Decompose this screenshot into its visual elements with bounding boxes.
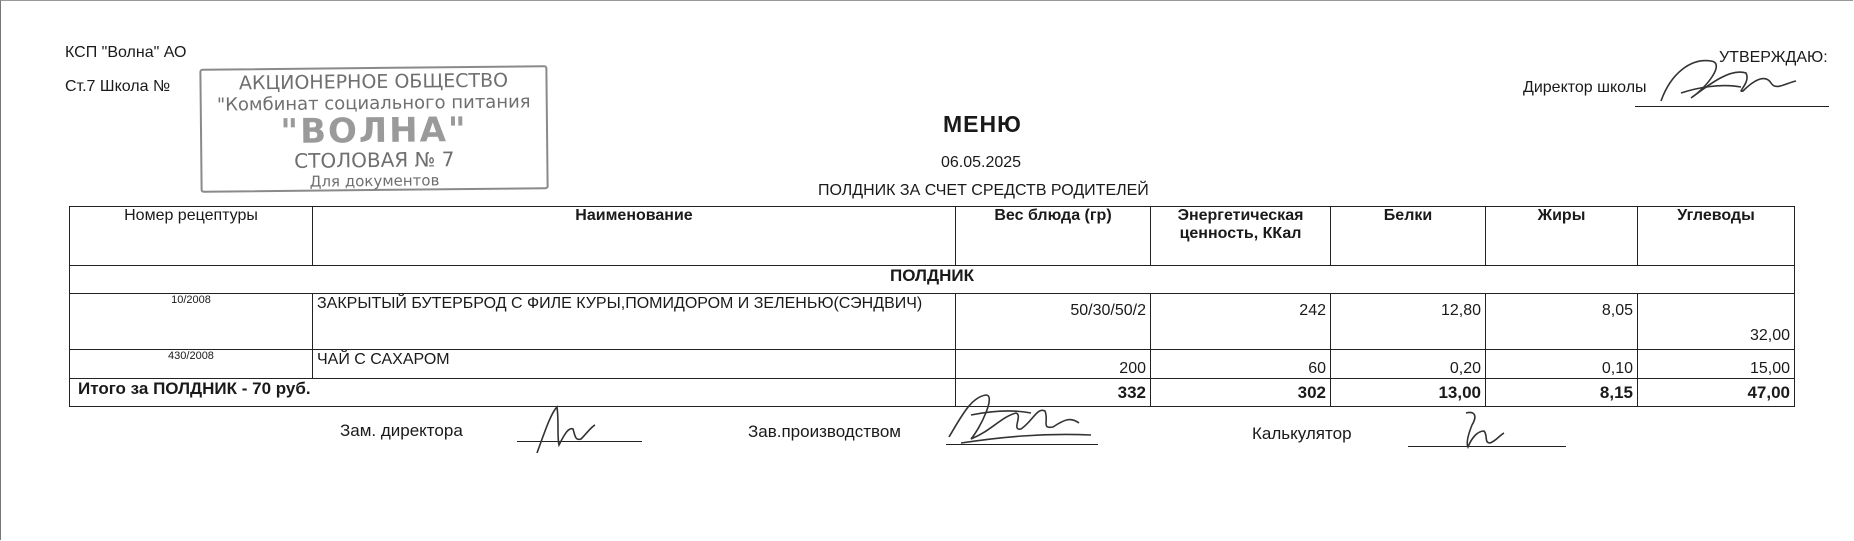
header-weight: Вес блюда (гр) <box>956 207 1151 266</box>
page-title: МЕНЮ <box>943 111 1022 137</box>
deputy-signature <box>531 401 601 455</box>
table-header-row <box>70 207 1795 266</box>
dish-name: ЗАКРЫТЫЙ БУТЕРБРОД С ФИЛЕ КУРЫ,ПОМИДОРОМ И ЗЕЛЕНЬЮ(СЭНДВИЧ) <box>313 294 956 350</box>
organization-stamp <box>199 65 548 193</box>
school-line: Ст.7 Школа № <box>65 78 171 95</box>
deputy-label: Зам. директора <box>340 421 463 440</box>
dish-energy: 242 <box>1151 294 1331 350</box>
total-energy: 302 <box>1151 379 1331 407</box>
calculator-signature <box>1456 405 1516 451</box>
dish-weight: 50/30/50/2 <box>956 294 1151 350</box>
total-label: Итого за ПОЛДНИК - 70 руб. <box>70 379 956 407</box>
dish-fat: 8,05 <box>1486 294 1638 350</box>
total-protein: 13,00 <box>1331 379 1486 407</box>
recipe-number: 10/2008 <box>70 294 313 350</box>
stamp-line-3: "ВОЛНА" <box>280 110 468 152</box>
section-title: ПОЛДНИК <box>70 266 1795 294</box>
director-label: Директор школы <box>1523 79 1647 96</box>
header-carbs: Углеводы <box>1638 207 1795 266</box>
total-carbs: 47,00 <box>1638 379 1795 407</box>
production-label: Зав.производством <box>748 422 901 441</box>
total-row <box>70 379 1795 407</box>
table-row <box>70 294 1795 350</box>
header-name: Наименование <box>313 207 956 266</box>
stamp-line-4: СТОЛОВАЯ № 7 <box>294 147 455 173</box>
header-fat: Жиры <box>1486 207 1638 266</box>
dish-protein: 0,20 <box>1331 350 1486 379</box>
header-energy: Энергетическая ценность, ККал <box>1151 207 1331 266</box>
dish-protein: 12,80 <box>1331 294 1486 350</box>
production-signature <box>941 387 1101 451</box>
stamp-line-5: Для документов <box>309 171 440 191</box>
table-row <box>70 350 1795 379</box>
dish-fat: 0,10 <box>1486 350 1638 379</box>
header-recipe: Номер рецептуры <box>70 207 313 266</box>
total-weight: 332 <box>956 379 1151 407</box>
calculator-label: Калькулятор <box>1252 424 1352 443</box>
dish-energy: 60 <box>1151 350 1331 379</box>
dish-carbs: 15,00 <box>1638 350 1795 379</box>
header-protein: Белки <box>1331 207 1486 266</box>
approve-label: УТВЕРЖДАЮ: <box>1719 49 1828 66</box>
dish-weight: 200 <box>956 350 1151 379</box>
menu-subtitle: ПОЛДНИК ЗА СЧЕТ СРЕДСТВ РОДИТЕЛЕЙ <box>818 182 1149 199</box>
menu-table <box>69 206 1795 407</box>
org-line: КСП "Волна" АО <box>65 44 187 61</box>
director-signature <box>1651 53 1801 108</box>
recipe-number: 430/2008 <box>70 350 313 379</box>
dish-carbs: 32,00 <box>1638 294 1795 350</box>
menu-date: 06.05.2025 <box>941 154 1022 171</box>
stamp-line-2: "Комбинат социального питания <box>216 91 531 116</box>
dish-name: ЧАЙ С САХАРОМ <box>313 350 956 379</box>
stamp-line-1: АКЦИОНЕРНОЕ ОБЩЕСТВО <box>238 69 509 95</box>
section-row <box>70 266 1795 294</box>
total-fat: 8,15 <box>1486 379 1638 407</box>
